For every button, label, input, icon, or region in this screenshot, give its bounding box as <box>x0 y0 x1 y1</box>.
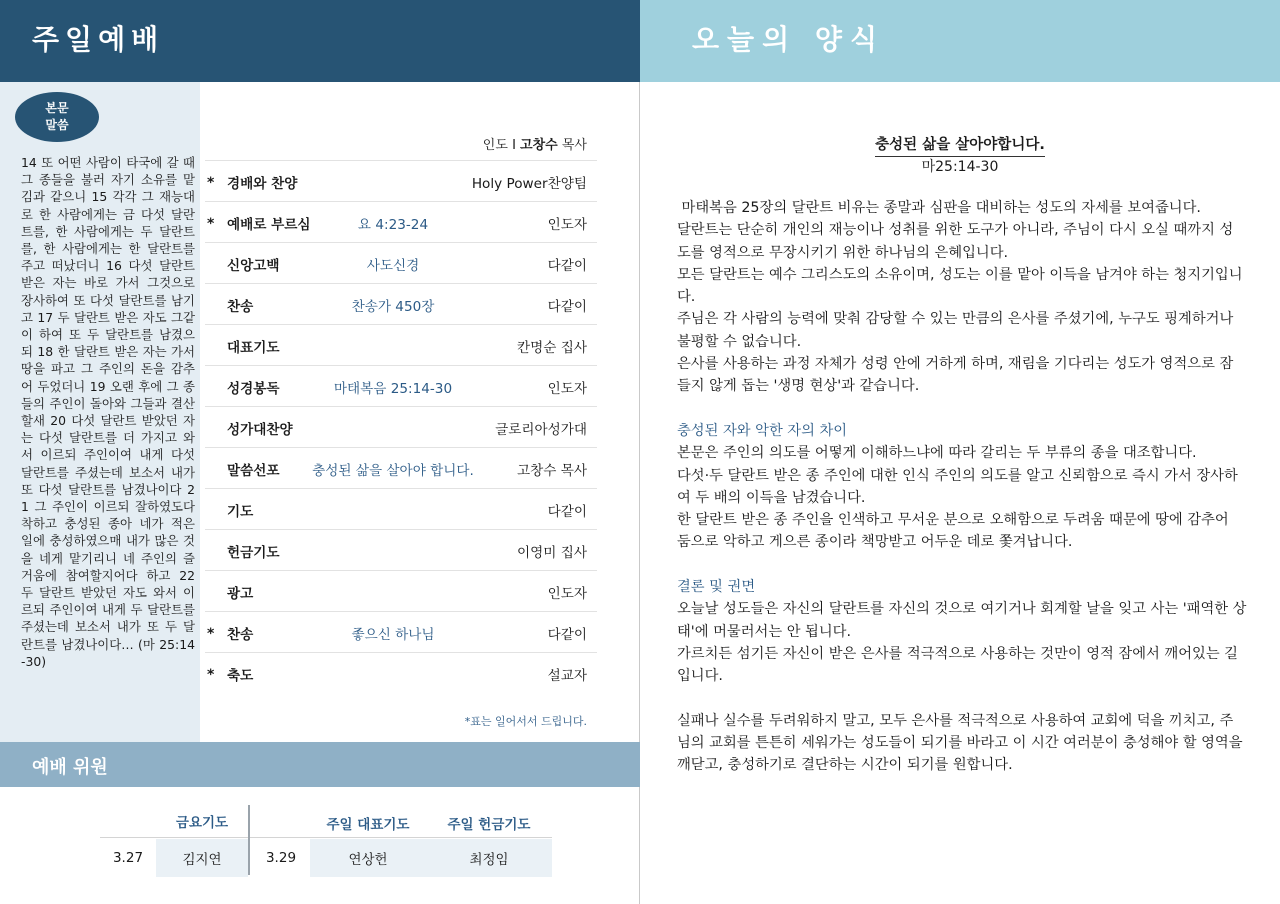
scripture-badge <box>15 92 99 142</box>
row-person: 고창수 목사 <box>517 463 587 479</box>
row-name: 대표기도 <box>227 340 280 356</box>
order-row <box>205 570 597 611</box>
order-list <box>205 160 597 693</box>
row-name: 성경봉독 <box>227 381 280 397</box>
devotion-body <box>677 197 1247 777</box>
staff-divider-right <box>250 837 552 838</box>
sunday-rep-name: 연상헌 <box>348 852 388 868</box>
right-header-title: 오늘의 양식 <box>692 23 885 56</box>
order-row <box>205 611 597 652</box>
row-name: 찬송 <box>227 627 254 643</box>
scripture-text: 14 또 어떤 사람이 타국에 갈 때 그 종들을 불러 자기 소유를 맡김과 같으니 15 각각 그 재능대로 한 사람에게는 금 다섯 달란트를, 한 사람에게는 두 달란트를, 한 사람에게는 한 달란트를 주고 떠났더니 16 다섯 달란트 받은 자는 바로 가서 그것으로 장사하여 또 다섯 달란트를 남기고 17 두 달란트 받은 자도 그같이 하여 또 두 달란트를 남겼으되 18 한 달란트 받은 자는 가서 땅을 파고 그 주인의 돈을 감추어 두었더니 19 오랜 후에 그 종들의 주인이 돌아와 그들과 결산할새 20 다섯 달란트 받았던 자는 다섯 달란트를 더 가지고 와서 이르되 주인이여 내게 다섯 달란트를 주셨는데 보소서 내가 또 다섯 달란트를 남겼나이다 21 그 주인이 이르되 잘하였도다 착하고 충성된 종아 네가 적은 일에 충성하였으매 내가 많은 것을 네게 맡기리니 네 주인의 즐거움에 참여할지어다 하고 22 두 달란트 받았던 자도 와서 이르되 주인이여 내게 두 달란트를 주셨는데 보소서 내가 또 두 달란트를 남겼나이다… (마 25:14-30) <box>21 155 195 669</box>
row-star: * <box>207 667 215 683</box>
devotion-paragraph: 은사를 사용하는 과정 자체가 성령 안에 거하게 하며, 재림을 기다리는 성도가 영적으로 잠들지 않게 돕는 '생명 현상'과 같습니다. <box>677 356 1234 395</box>
devotion-reference <box>640 156 1280 176</box>
worship-leader <box>483 134 587 153</box>
devotion-subheading: 충성된 자와 악한 자의 차이 <box>677 422 848 439</box>
header-friday-prayer: 금요기도 <box>175 815 229 831</box>
row-name: 광고 <box>227 586 254 602</box>
header-sunday-offering-prayer: 주일 헌금기도 <box>447 817 531 833</box>
devotion-paragraph: 주님은 각 사람의 능력에 맞춰 감당할 수 있는 만큼의 은사를 주셨기에, 누구도 핑계하거나 불평할 수 없습니다. <box>677 311 1234 350</box>
row-star: * <box>207 626 215 642</box>
row-person: 인도자 <box>547 217 587 233</box>
devotion-paragraph: 가르치든 섬기든 자신이 받은 은사를 적극적으로 사용하는 것만이 영적 잠에서 깨어있는 길입니다. <box>677 645 1238 685</box>
badge-line-2: 말씀 <box>45 118 69 132</box>
order-row <box>205 201 597 242</box>
devotion-paragraph: 본문은 주인의 의도를 어떻게 이해하느냐에 따라 갈리는 두 부류의 종을 대조합니다. <box>677 445 1197 462</box>
leader-name: 고창수 <box>520 138 558 153</box>
devotion-paragraph: 마태복음 25장의 달란트 비유는 종말과 심판을 대비하는 성도의 자세를 보여줍니다. <box>677 200 1201 216</box>
row-name: 헌금기도 <box>227 545 280 561</box>
staff-title: 예배 위원 <box>32 757 108 778</box>
badge-line-1: 본문 <box>45 101 69 115</box>
devotion-title: 충성된 삶을 살아야합니다. <box>875 133 1045 157</box>
order-row <box>205 283 597 324</box>
staff-band <box>0 742 640 787</box>
row-name: 성가대찬양 <box>227 422 293 438</box>
row-person: 인도자 <box>547 381 587 397</box>
date-friday: 3.27 <box>112 850 144 866</box>
staff-vertical-divider <box>248 805 250 875</box>
devotion-reference-text: 마25:14-30 <box>921 159 999 175</box>
scripture-panel <box>0 82 200 742</box>
order-row <box>205 160 597 201</box>
date-sunday: 3.29 <box>265 850 297 866</box>
row-name: 기도 <box>227 504 254 520</box>
order-row <box>205 652 597 693</box>
friday-prayer-name: 김지연 <box>182 852 222 868</box>
devotion-paragraph: 실패나 실수를 두려워하지 말고, 모두 은사를 적극적으로 사용하여 교회에 덕을 끼치고, 주님의 교회를 튼튼히 세워가는 성도들이 되기를 바라고 이 시간 여러분이 충성해야 할 영역을 깨닫고, 충성하기로 결단하는 시간이 되기를 원합니다. <box>677 712 1243 774</box>
row-person: 다같이 <box>547 504 587 520</box>
order-row <box>205 324 597 365</box>
row-detail: 마태복음 25:14-30 <box>333 381 453 397</box>
row-person: 다같이 <box>547 258 587 274</box>
leader-role: 인도 <box>482 138 508 153</box>
row-detail: 사도신경 <box>366 258 420 274</box>
row-name: 경배와 찬양 <box>227 176 298 192</box>
row-person: 인도자 <box>547 586 587 602</box>
row-detail: 요 4:23-24 <box>357 217 429 233</box>
row-person: 칸명순 집사 <box>517 340 587 356</box>
header-sunday-rep-prayer: 주일 대표기도 <box>326 817 410 833</box>
order-row <box>205 447 597 488</box>
right-header <box>640 0 1280 82</box>
devotion-subheading: 결론 및 권면 <box>677 579 756 596</box>
devotion-paragraph: 다섯·두 달란트 받은 종 주인에 대한 인식 주인의 의도를 알고 신뢰함으로 즉시 가서 장사하여 두 배의 이득을 남겼습니다. <box>677 467 1238 506</box>
row-star: * <box>207 216 215 232</box>
devotion-paragraph: 오늘날 성도들은 자신의 달란트를 자신의 것으로 여기거나 회계할 날을 잊고 사는 '패역한 상태'에 머물러서는 안 됩니다. <box>677 601 1247 640</box>
leader-separator: I <box>512 138 516 153</box>
row-detail: 충성된 삶을 살아야 합니다. <box>312 463 474 479</box>
order-row <box>205 242 597 283</box>
row-person: 글로리아성가대 <box>495 422 587 438</box>
row-name: 찬송 <box>227 299 254 315</box>
devotion-paragraph: 달란트는 단순히 개인의 재능이나 성취를 위한 도구가 아니라, 주님이 다시 오실 때까지 성도를 영적으로 무장시키기 위한 하나님의 은혜입니다. <box>677 222 1234 261</box>
order-row <box>205 365 597 406</box>
row-name: 예배로 부르심 <box>227 217 311 233</box>
row-name: 신앙고백 <box>227 258 280 274</box>
staff-table <box>100 803 552 877</box>
order-row <box>205 529 597 570</box>
staff-divider-left <box>100 837 248 838</box>
row-detail: 찬송가 450장 <box>351 299 435 315</box>
order-of-worship <box>205 82 597 742</box>
devotion-paragraph: 한 달란트 받은 종 주인을 인색하고 무서운 분으로 오해함으로 두려움 때문에 땅에 감추어 둠으로 악하고 게으른 종이라 책망받고 어두운 데로 쫓겨납니다. <box>677 512 1229 551</box>
row-name: 축도 <box>227 668 254 684</box>
order-row <box>205 406 597 447</box>
order-row <box>205 488 597 529</box>
row-person: 이영미 집사 <box>517 545 587 561</box>
row-person: Holy Power찬양팀 <box>471 176 587 192</box>
row-person: 설교자 <box>547 668 587 684</box>
sunday-offering-name: 최정임 <box>469 852 509 868</box>
leader-title: 목사 <box>561 138 587 153</box>
left-header <box>0 0 640 82</box>
devotion-title-wrap <box>640 133 1280 157</box>
row-person: 다같이 <box>547 627 587 643</box>
devotion-paragraph: 모든 달란트는 예수 그리스도의 소유이며, 성도는 이를 맡아 이득을 남겨야 하는 청지기입니다. <box>677 266 1243 306</box>
row-name: 말씀선포 <box>227 463 280 479</box>
left-header-title: 주일예배 <box>32 23 165 56</box>
standing-note: *표는 일어서서 드립니다. <box>464 715 587 728</box>
row-detail: 좋으신 하나님 <box>351 627 435 643</box>
row-person: 다같이 <box>547 299 587 315</box>
row-star: * <box>207 175 215 191</box>
